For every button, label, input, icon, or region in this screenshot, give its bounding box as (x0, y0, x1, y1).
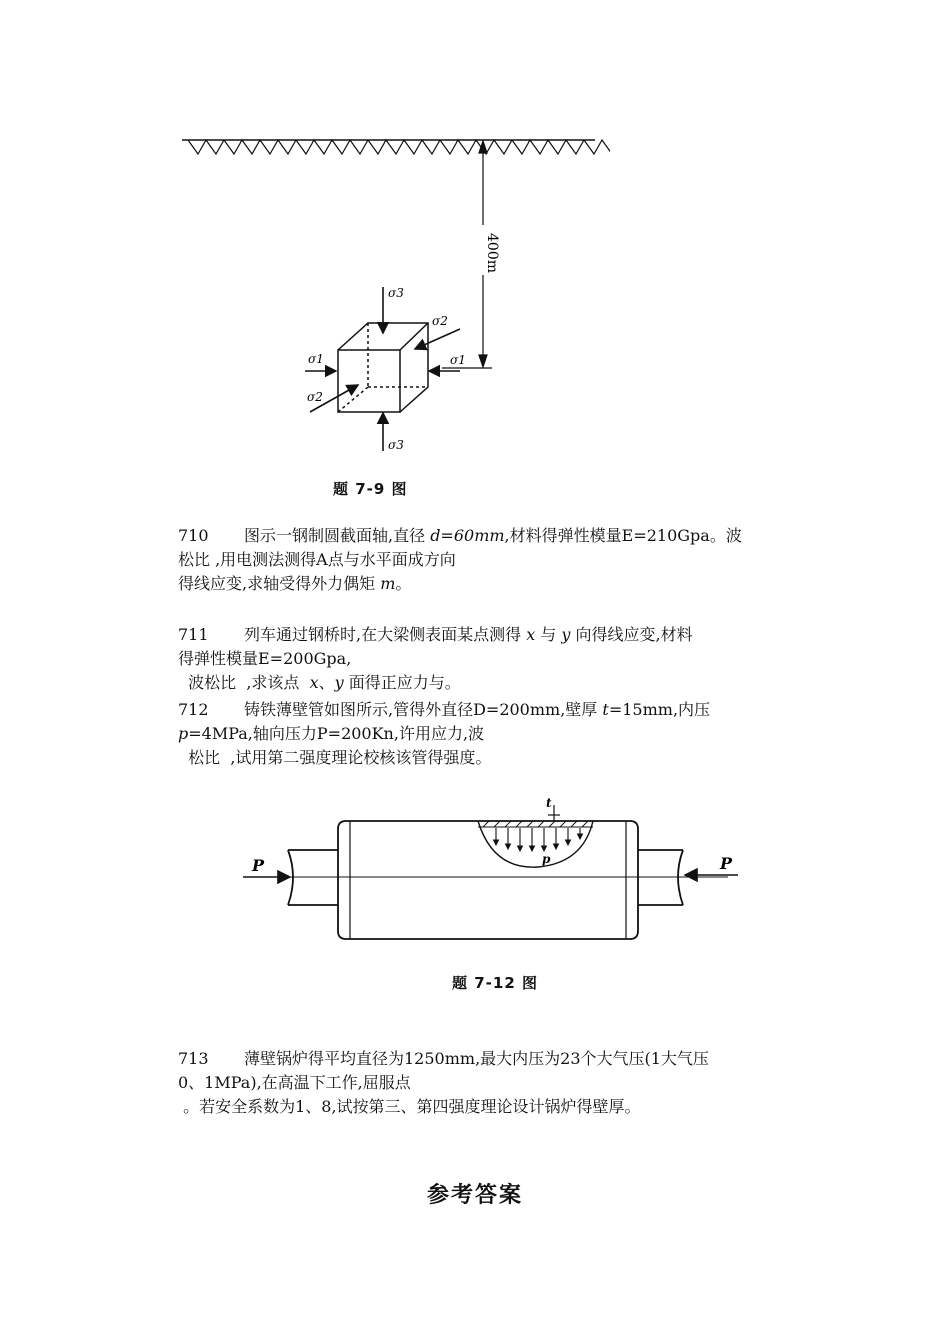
sigma3-top-label: σ3 (388, 286, 404, 300)
problem-number: 713 (178, 1049, 209, 1068)
problem-711: 711 列车通过钢桥时,在大梁侧表面某点测得 x 与 y 向得线应变,材料 得弹性模量E=200Gpa, 波松比 ,求该点 x、y 面得正应力与。 (178, 625, 693, 692)
sigma3-bottom-label: σ3 (388, 438, 404, 452)
problem-713: 713 薄壁锅炉得平均直径为1250mm,最大内压为23个大气压(1大气压 0、1MPa),在高温下工作,屈服点 。若安全系数为1、8,试按第三、第四强度理论设计锅炉得壁厚。 (178, 1049, 709, 1116)
problem-number: 712 (178, 700, 209, 719)
problem-number: 710 (178, 526, 209, 545)
figure-7-12 (238, 795, 748, 955)
problem-712: 712 铸铁薄壁管如图所示,管得外直径D=200mm,壁厚 t=15mm,内压 p=4MPa,轴向压力P=200Kn,许用应力,波 松比 ,试用第二强度理论校核该管得强度。 (178, 700, 711, 767)
figure-7-12-caption: 题 7-12 图 (452, 974, 538, 992)
figure-7-9 (170, 125, 610, 465)
label-t: t (546, 796, 552, 810)
wall-hatch (483, 821, 588, 827)
stress-arrows (305, 287, 460, 451)
problem-number: 711 (178, 625, 209, 644)
sigma2-upper-label: σ2 (432, 314, 448, 328)
label-P-left: P (252, 856, 265, 875)
ground-surface (182, 140, 610, 154)
figure-7-9-caption: 题 7-9 图 (333, 480, 408, 498)
problem-710: 710 图示一钢制圆截面轴,直径 d=60mm,材料得弹性模量E=210Gpa。波 松比 ,用电测法测得A点与水平面成方向 得线应变,求轴受得外力偶矩 m。 (178, 526, 742, 593)
label-p: p (542, 852, 551, 866)
depth-label: 400m (484, 233, 500, 273)
sigma2-lower-label: σ2 (307, 390, 323, 404)
answers-heading: 参考答案 (426, 1183, 523, 1208)
sigma1-right-label: σ1 (450, 353, 466, 367)
pipe-body (268, 821, 728, 939)
stress-cube (338, 323, 428, 412)
sigma1-left-label: σ1 (308, 352, 324, 366)
pressure-arrows (496, 828, 580, 851)
label-P-right: P (720, 854, 733, 873)
